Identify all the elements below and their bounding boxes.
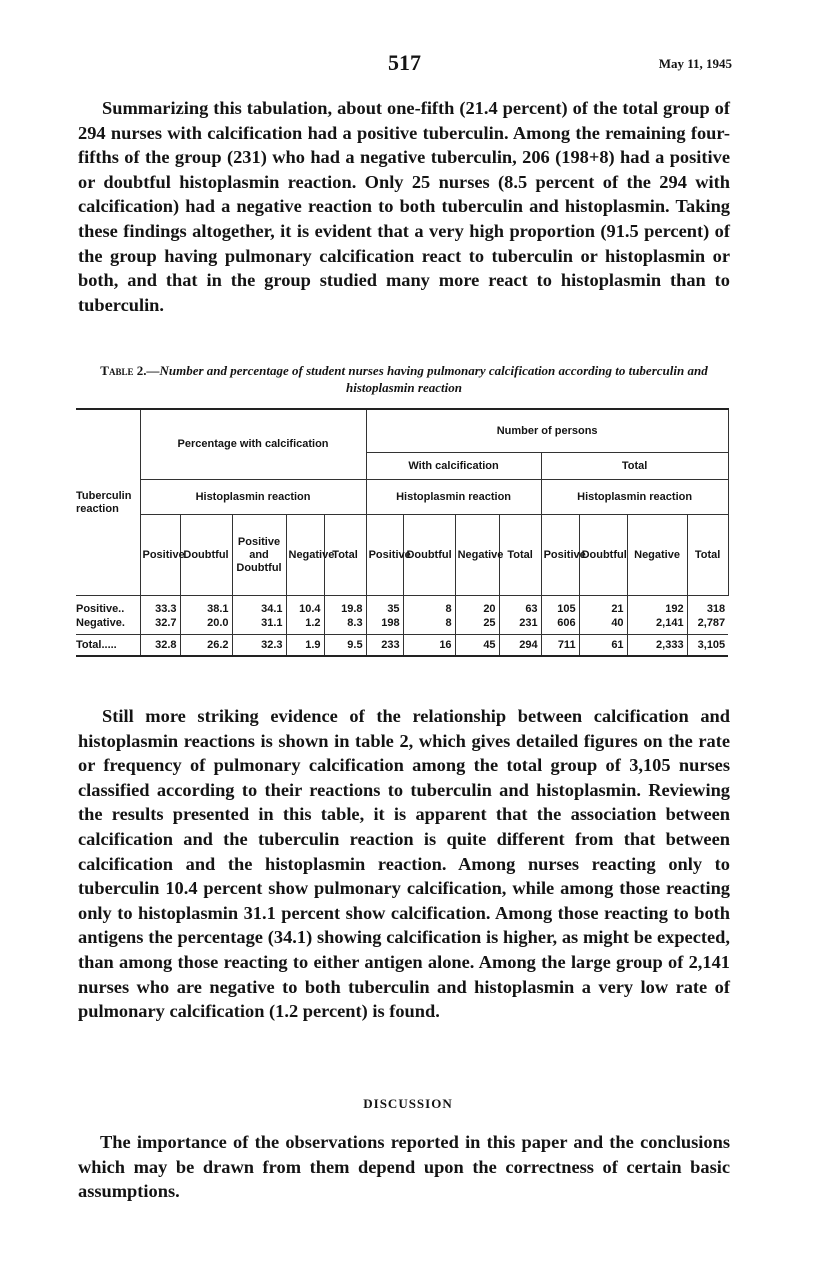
table-caption-text: —Number and percentage of student nurses having pulmonary calcification according to tuberculin and histoplasmin reaction: [146, 363, 708, 395]
table-cell: 20.0: [180, 616, 232, 635]
table-cell: 20: [455, 596, 499, 617]
table-cell: 61: [579, 635, 627, 657]
table-cell: 711: [541, 635, 579, 657]
col-header: Doubtful: [403, 515, 455, 596]
table-cell: 1.9: [286, 635, 324, 657]
table-cell: 8: [403, 616, 455, 635]
table-cell: 192: [627, 596, 687, 617]
col-header: Total: [499, 515, 541, 596]
table-cell: 19.8: [324, 596, 366, 617]
total-persons-header: Total: [541, 453, 728, 480]
table-cell: 3,105: [687, 635, 728, 657]
row-label: Positive..: [76, 602, 125, 615]
table-cell: 16: [403, 635, 455, 657]
table-cell: 34.1: [232, 596, 286, 617]
page-header: [0, 50, 816, 80]
table-cell: 2,333: [627, 635, 687, 657]
table-cell: 233: [366, 635, 403, 657]
table-cell: 45: [455, 635, 499, 657]
table-cell: 21: [579, 596, 627, 617]
table-cell: 10.4: [286, 596, 324, 617]
histoplasmin-header-total: Histoplasmin reaction: [541, 480, 728, 515]
table-cell: 35: [366, 596, 403, 617]
table-row-total: [76, 635, 728, 657]
paragraph-evidence: Still more striking evidence of the relationship between calcification and histoplasmin reactions is shown in table 2, which gives detailed figures on the rate or frequency of pulmonary calcification among the total group of 3,105 nurses classified according to their reactions to tuberculin and histoplasmin. Reviewing the results presented in this table, it is apparent that the association between calcification and the tuberculin reaction is quite different from that between calcification and the histoplasmin reaction. Among nurses reacting only to tuberculin 10.4 percent show pulmonary calcification, while among those reacting only to histoplasmin 31.1 percent show calcification. Among those reacting to both antigens the percentage (34.1) showing calcification is higher, as might be expected, than among those reacting to either antigen alone. Among the large group of 2,141 nurses who are negative to both tuberculin and histoplasmin a very low rate of pulmonary calcification (1.2 percent) is found.: [78, 706, 730, 1022]
table-cell: 318: [687, 596, 728, 617]
page-number: 517: [388, 50, 421, 75]
table-cell: 32.3: [232, 635, 286, 657]
table-cell: 38.1: [180, 596, 232, 617]
row-label: Total.....: [76, 635, 140, 657]
issue-date: May 11, 1945: [658, 56, 732, 71]
col-header: Positive: [541, 515, 579, 596]
number-group-header: Number of persons: [366, 409, 728, 453]
col-header: Positive: [366, 515, 403, 596]
col-header: Negative: [286, 515, 324, 596]
table-cell: 9.5: [324, 635, 366, 657]
table-cell: 198: [366, 616, 403, 635]
table-cell: 231: [499, 616, 541, 635]
table-cell: 31.1: [232, 616, 286, 635]
col-header: Negative: [627, 515, 687, 596]
section-heading: DISCUSSION: [363, 1096, 453, 1111]
col-header: Negative: [455, 515, 499, 596]
paragraph-summary: Summarizing this tabulation, about one-fifth (21.4 percent) of the total group of 294 nurses with calcification had a positive tuberculin. Among the remaining four-fifths of the group (231) who had a negative tuberculin, 206 (198+8) had a positive or doubtful histoplasmin reaction. Only 25 nurses (8.5 percent of the 294 with calcification) had a negative reaction to both tuberculin and histoplasmin. Taking these findings altogether, it is evident that a very high proportion (91.5 percent) of the group having pulmonary calcification react to tuberculin or histoplasmin or both, and that in the group studied many more react to histoplasmin than to tuberculin.: [78, 98, 730, 315]
table-cell: 26.2: [180, 635, 232, 657]
table-cell: 63: [499, 596, 541, 617]
histoplasmin-header-pct: Histoplasmin reaction: [140, 480, 366, 515]
table-cell: 1.2: [286, 616, 324, 635]
tuberculin-reaction-header: Tuberculin reaction: [76, 409, 140, 596]
table-cell: 2,787: [687, 616, 728, 635]
table-row-positive: [76, 596, 728, 617]
table-caption: [78, 362, 730, 396]
table-cell: 8.3: [324, 616, 366, 635]
row-label: Negative.: [76, 616, 125, 629]
table-row-negative: [76, 616, 728, 635]
table-cell: 105: [541, 596, 579, 617]
with-calcification-header: With calcification: [366, 453, 541, 480]
col-header: Positive: [140, 515, 180, 596]
histoplasmin-header-with: Histoplasmin reaction: [366, 480, 541, 515]
table-cell: 8: [403, 596, 455, 617]
table-cell: 25: [455, 616, 499, 635]
col-header: Positive and Doubtful: [232, 515, 286, 596]
table-cell: 606: [541, 616, 579, 635]
percentage-group-header: Percentage with calcification: [140, 409, 366, 480]
table-cell: 40: [579, 616, 627, 635]
table-cell: 32.7: [140, 616, 180, 635]
table-cell: 32.8: [140, 635, 180, 657]
table-cell: 2,141: [627, 616, 687, 635]
col-header: Total: [324, 515, 366, 596]
paragraph-discussion: The importance of the observations reported in this paper and the conclusions which may be drawn from them depend upon the correctness of certain basic assumptions.: [78, 1132, 730, 1202]
table-caption-lead: Table 2.: [100, 363, 147, 378]
col-header: Total: [687, 515, 728, 596]
table-cell: 294: [499, 635, 541, 657]
table-cell: 33.3: [140, 596, 180, 617]
calcification-table: [76, 408, 729, 657]
col-header: Doubtful: [180, 515, 232, 596]
col-header: Doubtful: [579, 515, 627, 596]
